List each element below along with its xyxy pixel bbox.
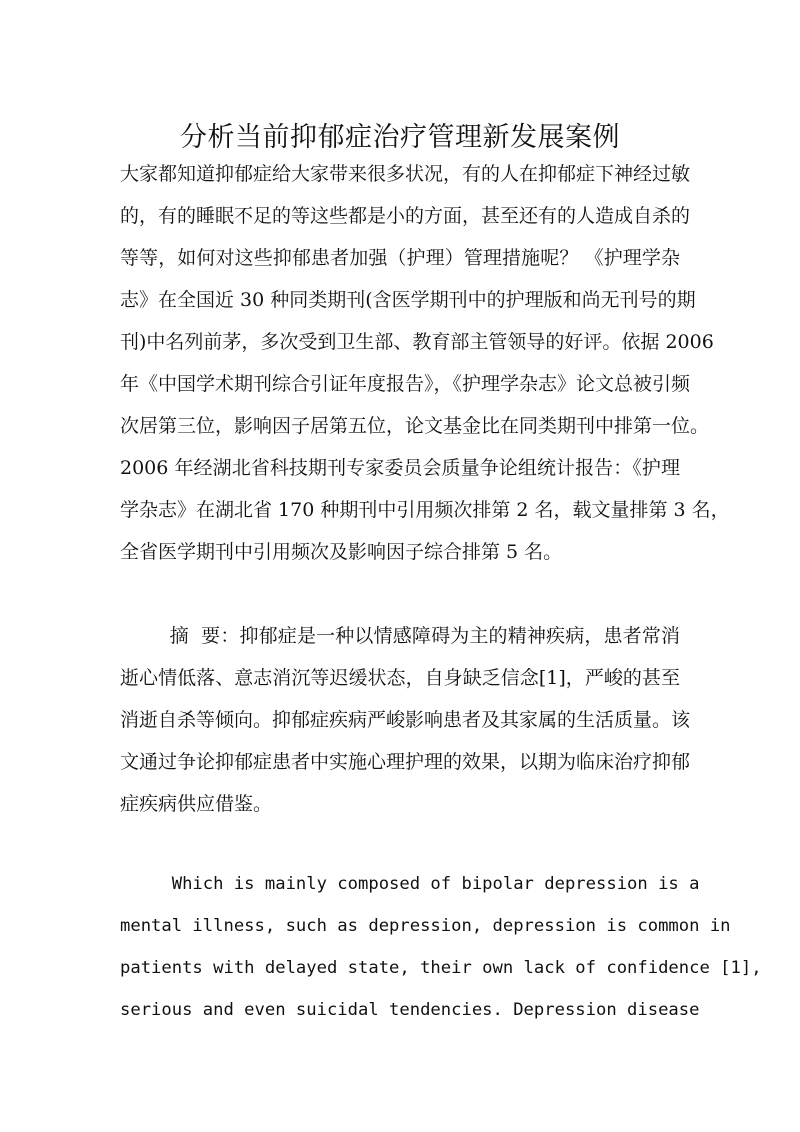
abstract-en-line: patients with delayed state, their own lack of confidence [1], bbox=[120, 958, 762, 978]
abstract-cn-line: 文通过争论抑郁症患者中实施心理护理的效果，以期为临床治疗抑郁 bbox=[120, 751, 691, 773]
intro-line: 刊)中名列前茅，多次受到卫生部、教育部主管领导的好评。依据 2006 bbox=[120, 331, 714, 353]
intro-line: 年《中国学术期刊综合引证年度报告》，《护理学杂志》论文总被引频 bbox=[120, 373, 691, 395]
intro-line: 等等，如何对这些抑郁患者加强（护理）管理措施呢？ 《护理学杂 bbox=[120, 247, 680, 269]
intro-line: 学杂志》在湖北省 170 种期刊中引用频次排第 2 名，载文量排第 3 名， bbox=[120, 499, 730, 521]
abstract-cn-line: 摘 要：抑郁症是一种以情感障碍为主的精神疾病，患者常消 bbox=[120, 625, 680, 647]
intro-line: 2006 年经湖北省科技期刊专家委员会质量争论组统计报告：《护理 bbox=[120, 457, 680, 479]
intro-line: 大家都知道抑郁症给大家带来很多状况，有的人在抑郁症下神经过敏 bbox=[120, 163, 691, 185]
intro-line: 次居第三位，影响因子居第五位，论文基金比在同类期刊中排第一位。 bbox=[120, 415, 710, 437]
abstract-cn-line: 消逝自杀等倾向。抑郁症疾病严峻影响患者及其家属的生活质量。该 bbox=[120, 709, 691, 731]
intro-line: 全省医学期刊中引用频次及影响因子综合排第 5 名。 bbox=[120, 541, 563, 563]
abstract-en-line: Which is mainly composed of bipolar depression is a bbox=[120, 874, 700, 894]
abstract-cn-line: 症疾病供应借鉴。 bbox=[120, 793, 273, 815]
abstract-en-line: serious and even suicidal tendencies. Depression disease bbox=[120, 1000, 700, 1020]
abstract-en-line: mental illness, such as depression, depression is common in bbox=[120, 916, 731, 936]
page-title: 分析当前抑郁症治疗管理新发展案例 bbox=[180, 122, 620, 154]
intro-line: 的，有的睡眠不足的等这些都是小的方面，甚至还有的人造成自杀的 bbox=[120, 205, 691, 227]
intro-line: 志》在全国近 30 种同类期刊(含医学期刊中的护理版和尚无刊号的期 bbox=[120, 289, 696, 311]
abstract-cn-line: 逝心情低落、意志消沉等迟缓状态，自身缺乏信念[1]，严峻的甚至 bbox=[120, 667, 680, 689]
